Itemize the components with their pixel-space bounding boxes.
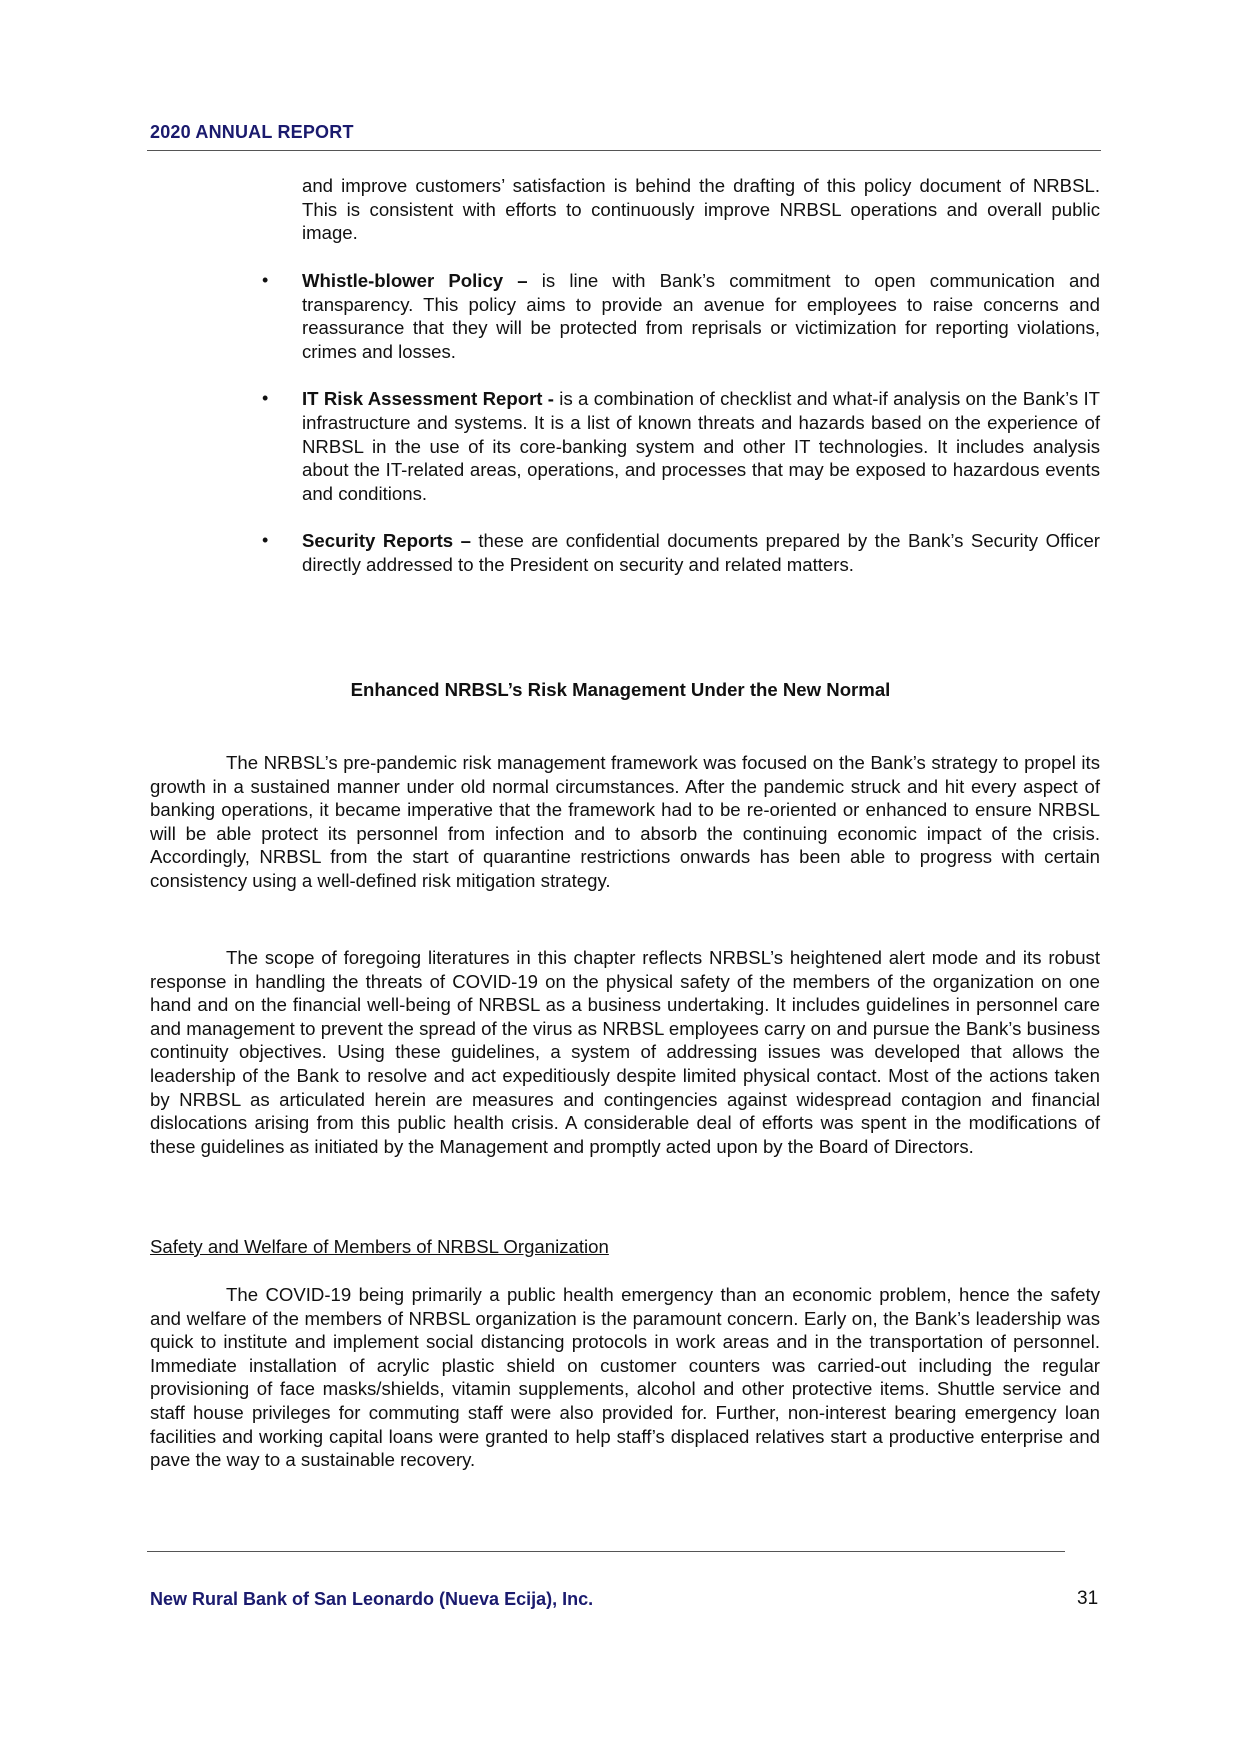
bullet-item-it-risk-assessment	[262, 387, 1100, 505]
section-paragraph: The NRBSL’s pre-pandemic risk management framework was focused on the Bank’s strategy to propel its growth in a sustained manner under old normal circumstances. After the pandemic struck and hit every aspect of banking operations, it became imperative that the framework had to be re-oriented or enhanced to ensure NRBSL will be able protect its personnel from infection and to absorb the continuing economic impact of the crisis. Accordingly, NRBSL from the start of quarantine restrictions onwards has been able to progress with certain consistency using a well-defined risk mitigation strategy.	[150, 752, 1100, 891]
report-header-title: 2020 ANNUAL REPORT	[150, 122, 354, 142]
bullet-item-security-reports	[262, 529, 1100, 576]
bullet-item-whistle-blower	[262, 269, 1100, 363]
bullet-term: Whistle-blower Policy –	[302, 270, 528, 291]
footer-company-name: New Rural Bank of San Leonardo (Nueva Ecija), Inc.	[150, 1589, 594, 1609]
subsection-paragraph: The COVID-19 being primarily a public health emergency than an economic problem, hence the safety and welfare of the members of NRBSL organization is the paramount concern. Early on, the Bank’s leadership was quick to institute and implement social distancing protocols in work areas and in the transportation of personnel. Immediate installation of acrylic plastic shield on customer counters was carried-out including the regular provisioning of face masks/shields, vitamin supplements, alcohol and other protective items. Shuttle service and staff house privileges for commuting staff were also provided for. Further, non-interest bearing emergency loan facilities and working capital loans were granted to help staff’s displaced relatives start a productive enterprise and pave the way to a sustainable recovery.	[150, 1284, 1100, 1471]
bullet-term: Security Reports –	[302, 530, 471, 552]
bullet-term: IT Risk Assessment Report -	[302, 388, 554, 410]
header-divider	[147, 150, 1101, 151]
subsection-heading: Safety and Welfare of Members of NRBSL Organization	[150, 1236, 609, 1257]
bullet-text: these are confidential documents prepared by the Bank’s Security Officer directly addressed to the President on security and related matters.	[302, 530, 1100, 575]
section-paragraph: The scope of foregoing literatures in this chapter reflects NRBSL’s heightened alert mode and its robust response in handling the threats of COVID-19 on the physical safety of the members of the organization on one hand and on the financial well-being of NRBSL as a business undertaking. It includes guidelines in personnel care and management to prevent the spread of the virus as NRBSL employees carry on and pursue the Bank’s business continuity objectives. Using these guidelines, a system of addressing issues was developed that allows the leadership of the Bank to resolve and act expeditiously despite limited physical contact. Most of the actions taken by NRBSL as articulated herein are measures and contingencies against widespread contagion and financial dislocations arising from this public health crisis. A considerable deal of efforts was spent in the modifications of these guidelines as initiated by the Management and promptly acted upon by the Board of Directors.	[150, 947, 1100, 1157]
section-heading-text: Enhanced NRBSL’s Risk Management Under the New Normal	[350, 679, 891, 700]
bullet-icon: •	[262, 270, 269, 290]
page-number: 31	[1077, 1588, 1099, 1609]
bullet-text: is line with Bank’s commitment to open communication and transparency. This policy aims to provide an avenue for employees to raise concerns and reassurance that they will be protected from reprisals or victimization for reporting violations, crimes and losses.	[302, 270, 1100, 362]
bullet-icon: •	[262, 530, 269, 551]
section-heading	[0, 679, 1241, 701]
bullet-icon: •	[262, 388, 269, 409]
policy-bullet-list	[262, 269, 1100, 601]
continuation-paragraph: and improve customers’ satisfaction is behind the drafting of this policy document of NRBSL. This is consistent with efforts to continuously improve NRBSL operations and overall public image.	[302, 175, 1100, 244]
bullet-text: is a combination of checklist and what-if analysis on the Bank’s IT infrastructure and systems. It is a list of known threats and hazards based on the experience of NRBSL in the use of its core-banking system and other IT technologies. It includes analysis about the IT-related areas, operations, and processes that may be exposed to hazardous events and conditions.	[302, 388, 1100, 504]
footer-divider	[147, 1551, 1065, 1552]
